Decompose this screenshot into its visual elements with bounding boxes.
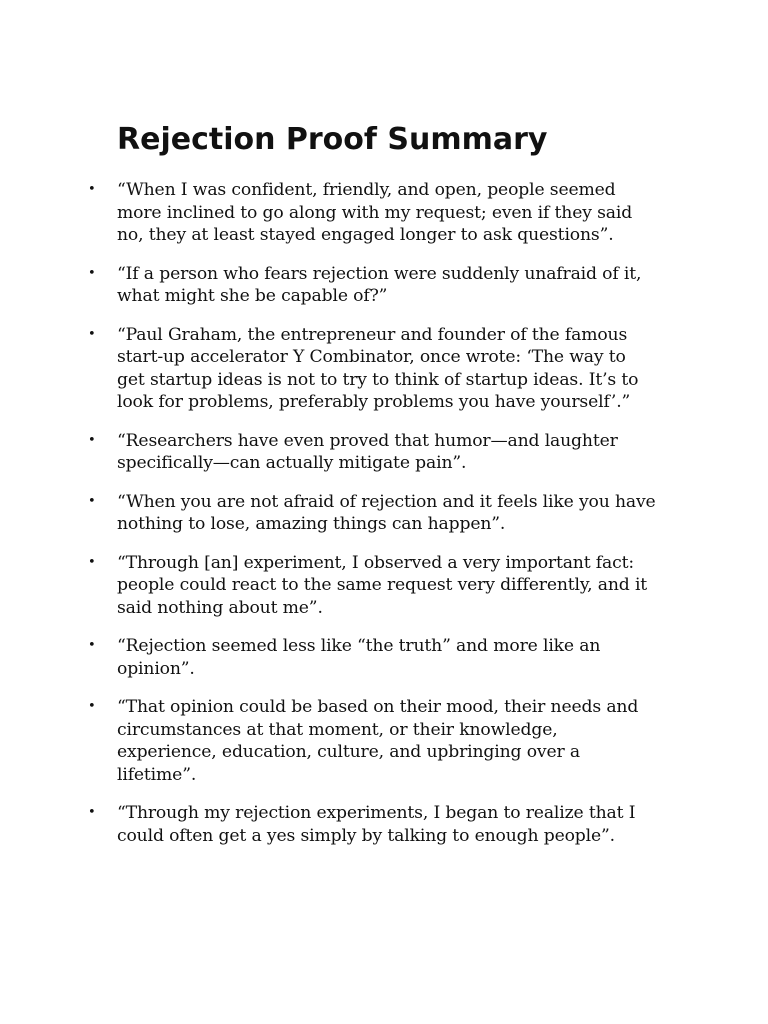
bullet-icon: •	[88, 432, 96, 448]
quote-text: “Rejection seemed less like “the truth” and more like an opinion”.	[117, 636, 601, 679]
bullet-icon: •	[88, 638, 96, 653]
list-item	[0, 324, 657, 414]
quote-text: “Paul Graham, the entrepreneur and founder of the famous start-up accelerator Y Combinator, once wrote: ‘The way to get startup ideas is not to try to think of startup ideas. It’s to look for problems, preferably problems you have yourself’.”	[117, 324, 639, 412]
list-item	[0, 802, 657, 847]
quote-text: “If a person who fears rejection were suddenly unafraid of it, what might she be capable of?”	[117, 263, 642, 306]
quote-text: “When you are not afraid of rejection and it feels like you have nothing to lose, amazing things can happen”.	[117, 491, 656, 534]
list-item	[0, 491, 657, 536]
bullet-icon: •	[88, 493, 96, 509]
list-item	[0, 430, 657, 475]
bullet-icon: •	[88, 699, 96, 714]
page-title: Rejection Proof Summary	[117, 122, 548, 157]
quote-text: “That opinion could be based on their mood, their needs and circumstances at that moment, or their knowledge, experience, education, culture, and upbringing over a lifetime”.	[117, 697, 639, 785]
list-item	[0, 635, 657, 680]
quote-text: “Researchers have even proved that humor—and laughter specifically—can actually mitigate pain”.	[117, 430, 618, 473]
bullet-icon: •	[88, 805, 96, 820]
bullet-icon: •	[88, 326, 96, 342]
list-item	[0, 179, 657, 247]
bullet-icon: •	[88, 182, 96, 197]
bullet-icon: •	[88, 554, 96, 570]
quote-text: “When I was confident, friendly, and open, people seemed more inclined to go along with my request; even if they said no, they at least stayed engaged longer to ask questions”.	[117, 180, 633, 245]
bullet-icon: •	[88, 265, 96, 281]
quote-list	[0, 179, 768, 863]
list-item	[0, 552, 657, 620]
quote-text: “Through [an] experiment, I observed a very important fact: people could react to the same request very differently, and it said nothing about me”.	[117, 552, 648, 618]
quote-text: “Through my rejection experiments, I began to realize that I could often get a yes simply by talking to enough people”.	[117, 803, 636, 846]
list-item	[0, 263, 657, 308]
list-item	[0, 696, 657, 786]
